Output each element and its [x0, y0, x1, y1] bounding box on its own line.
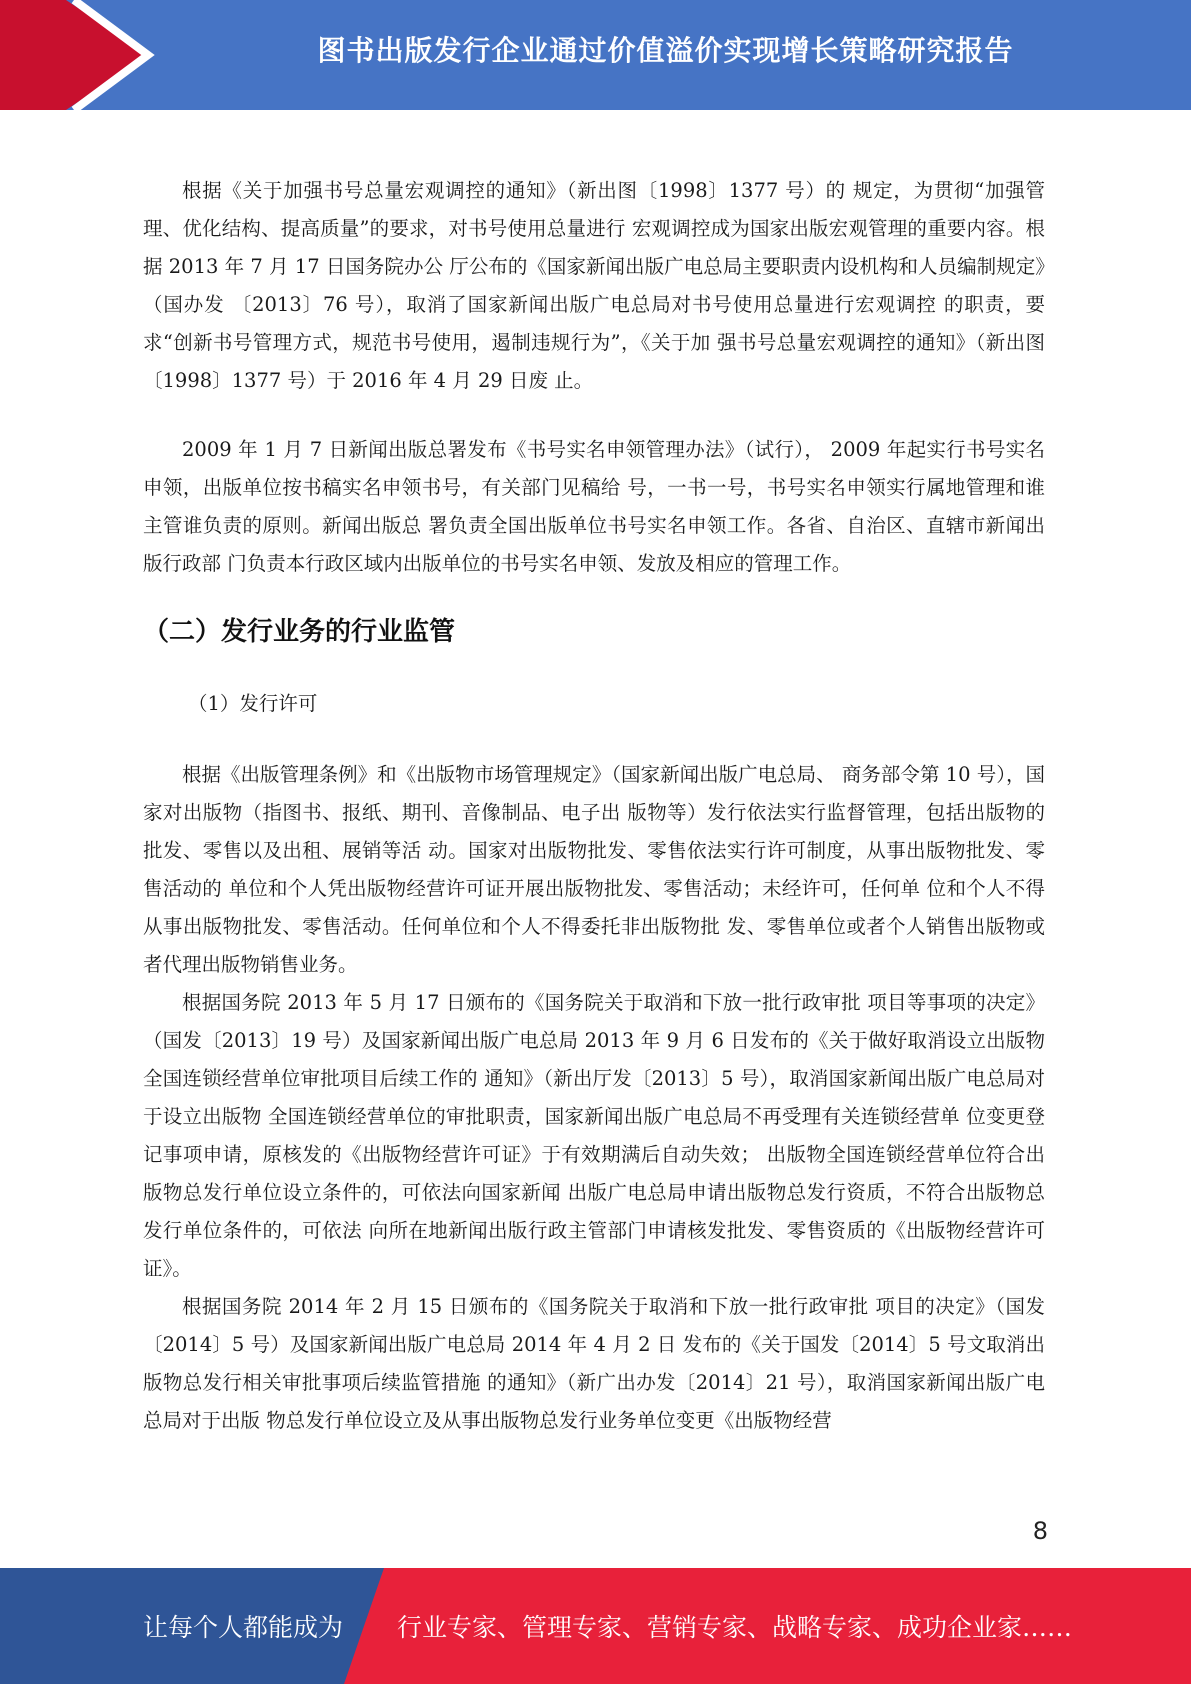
footer-slogan-left: 让每个人都能成为: [143, 1613, 344, 1642]
page-header: [0, 0, 1191, 110]
section-heading: （二）发行业务的行业监管: [143, 617, 456, 647]
report-title: 图书出版发行企业通过价值溢价实现增长策略研究报告: [317, 34, 1014, 67]
paragraph: 根据《出版管理条例》和《出版物市场管理规定》（国家新闻出版广电总局、 商务部令第 10 号），国家对出版物（指图书、报纸、期刊、音像制品、电子出 版物等）发行依法实行监督管理，包括出版物的批发、零售以及出租、展销等活 动。国家对出版物批发、零售依法实行许可制度，从事出版物批发、零售活动的 单位和个人凭出版物经营许可证开展出版物批发、零售活动；未经许可，任何单 位和个人不得从事出版物批发、零售活动。任何单位和个人不得委托非出版物批 发、零售单位或者个人销售出版物或者代理出版物销售业务。: [143, 763, 1045, 976]
paragraph: 根据《关于加强书号总量宏观调控的通知》（新出图〔1998〕1377 号）的 规定，为贯彻“加强管理、优化结构、提高质量”的要求，对书号使用总量进行 宏观调控成为国家出版宏观管理的重要内容。根据 2013 年 7 月 17 日国务院办公 厅公布的《国家新闻出版广电总局主要职责内设机构和人员编制规定》（国办发 〔2013〕76 号），取消了国家新闻出版广电总局对书号使用总量进行宏观调控 的职责，要求“创新书号管理方式，规范书号使用，遏制违规行为”，《关于加 强书号总量宏观调控的通知》（新出图〔1998〕1377 号）于 2016 年 4 月 29 日废 止。: [143, 179, 1045, 392]
document-body: [143, 172, 1045, 1440]
page-number: 8: [1032, 1517, 1048, 1545]
paragraph: 根据国务院 2013 年 5 月 17 日颁布的《国务院关于取消和下放一批行政审批 项目等事项的决定》（国发〔2013〕19 号）及国家新闻出版广电总局 2013 年 9 月 6 日发布的《关于做好取消设立出版物全国连锁经营单位审批项目后续工作的 通知》（新出厅发〔2013〕5 号），取消国家新闻出版广电总局对于设立出版物 全国连锁经营单位的审批职责，国家新闻出版广电总局不再受理有关连锁经营单 位变更登记事项申请，原核发的《出版物经营许可证》于有效期满后自动失效； 出版物全国连锁经营单位符合出版物总发行单位设立条件的，可依法向国家新闻 出版广电总局申请出版物总发行资质，不符合出版物总发行单位条件的，可依法 向所在地新闻出版行政主管部门申请核发批发、零售资质的《出版物经营许可 证》。: [143, 991, 1045, 1280]
paragraph: 根据国务院 2014 年 2 月 15 日颁布的《国务院关于取消和下放一批行政审批 项目的决定》（国发〔2014〕5 号）及国家新闻出版广电总局 2014 年 4 月 2 日 发布的《关于国发〔2014〕5 号文取消出版物总发行相关审批事项后续监管措施 的通知》（新广出办发〔2014〕21 号），取消国家新闻出版广电总局对于出版 物总发行单位设立及从事出版物总发行业务单位变更《出版物经营: [143, 1295, 1045, 1432]
subsection-heading: （1）发行许可: [188, 692, 318, 715]
paragraph: 2009 年 1 月 7 日新闻出版总署发布《书号实名申领管理办法》（试行）， 2009 年起实行书号实名申领，出版单位按书稿实名申领书号，有关部门见稿给 号，一书一号，书号实名申领实行属地管理和谁主管谁负责的原则。新闻出版总 署负责全国出版单位书号实名申领工作。各省、自治区、直辖市新闻出版行政部 门负责本行政区域内出版单位的书号实名申领、发放及相应的管理工作。: [143, 438, 1045, 575]
page-footer: [0, 1568, 1191, 1684]
footer-slogan-right: 行业专家、管理专家、营销专家、战略专家、成功企业家……: [397, 1613, 1073, 1642]
